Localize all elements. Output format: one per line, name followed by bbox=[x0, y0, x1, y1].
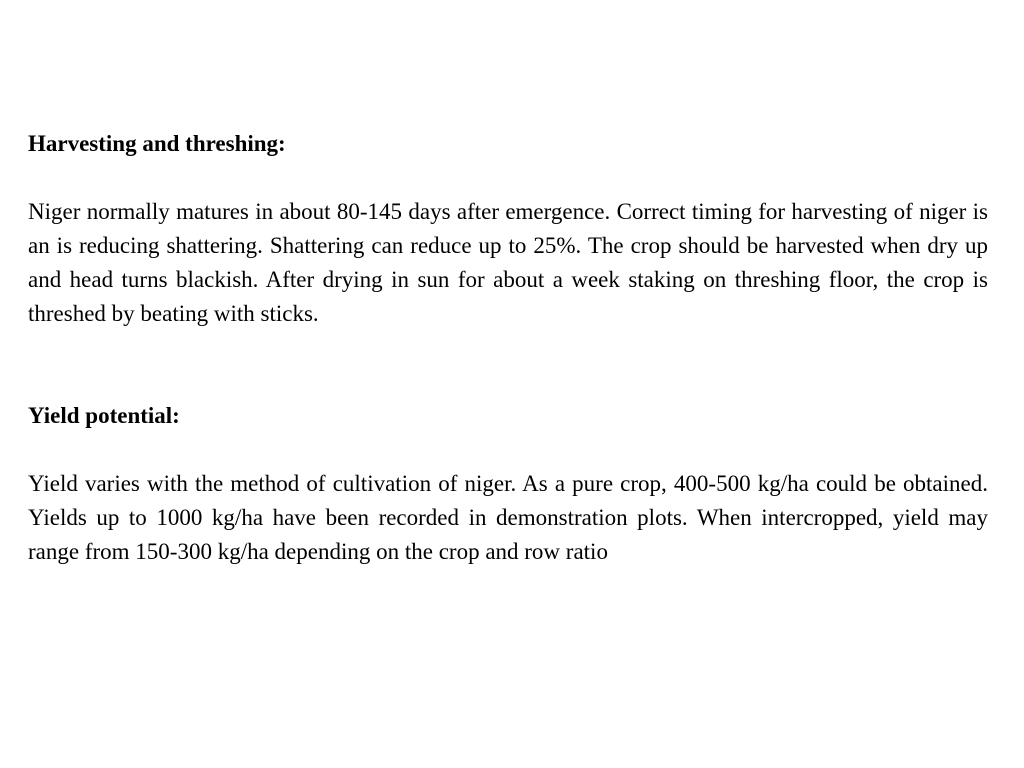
spacer bbox=[28, 433, 988, 467]
section-spacer bbox=[28, 331, 988, 399]
section-yield bbox=[28, 399, 988, 569]
section-harvesting bbox=[28, 127, 988, 331]
slide-content bbox=[28, 127, 988, 569]
section-body-harvesting: Niger normally matures in about 80-145 days after emergence. Correct timing for harvesting of niger is an is reducing shattering. Shattering can reduce up to 25%. The crop should be harvested when dry up and head turns blackish. After drying in sun for about a week staking on threshing floor, the crop is threshed by beating with sticks. bbox=[28, 199, 988, 326]
section-heading-yield: Yield potential: bbox=[28, 403, 180, 428]
section-heading-harvesting: Harvesting and threshing: bbox=[28, 131, 286, 156]
section-body-yield: Yield varies with the method of cultivation of niger. As a pure crop, 400-500 kg/ha could be obtained. Yields up to 1000 kg/ha have been recorded in demonstration plots. When intercropped, yield may range from 150-300 kg/ha depending on the crop and row ratio bbox=[28, 471, 988, 564]
spacer bbox=[28, 161, 988, 195]
